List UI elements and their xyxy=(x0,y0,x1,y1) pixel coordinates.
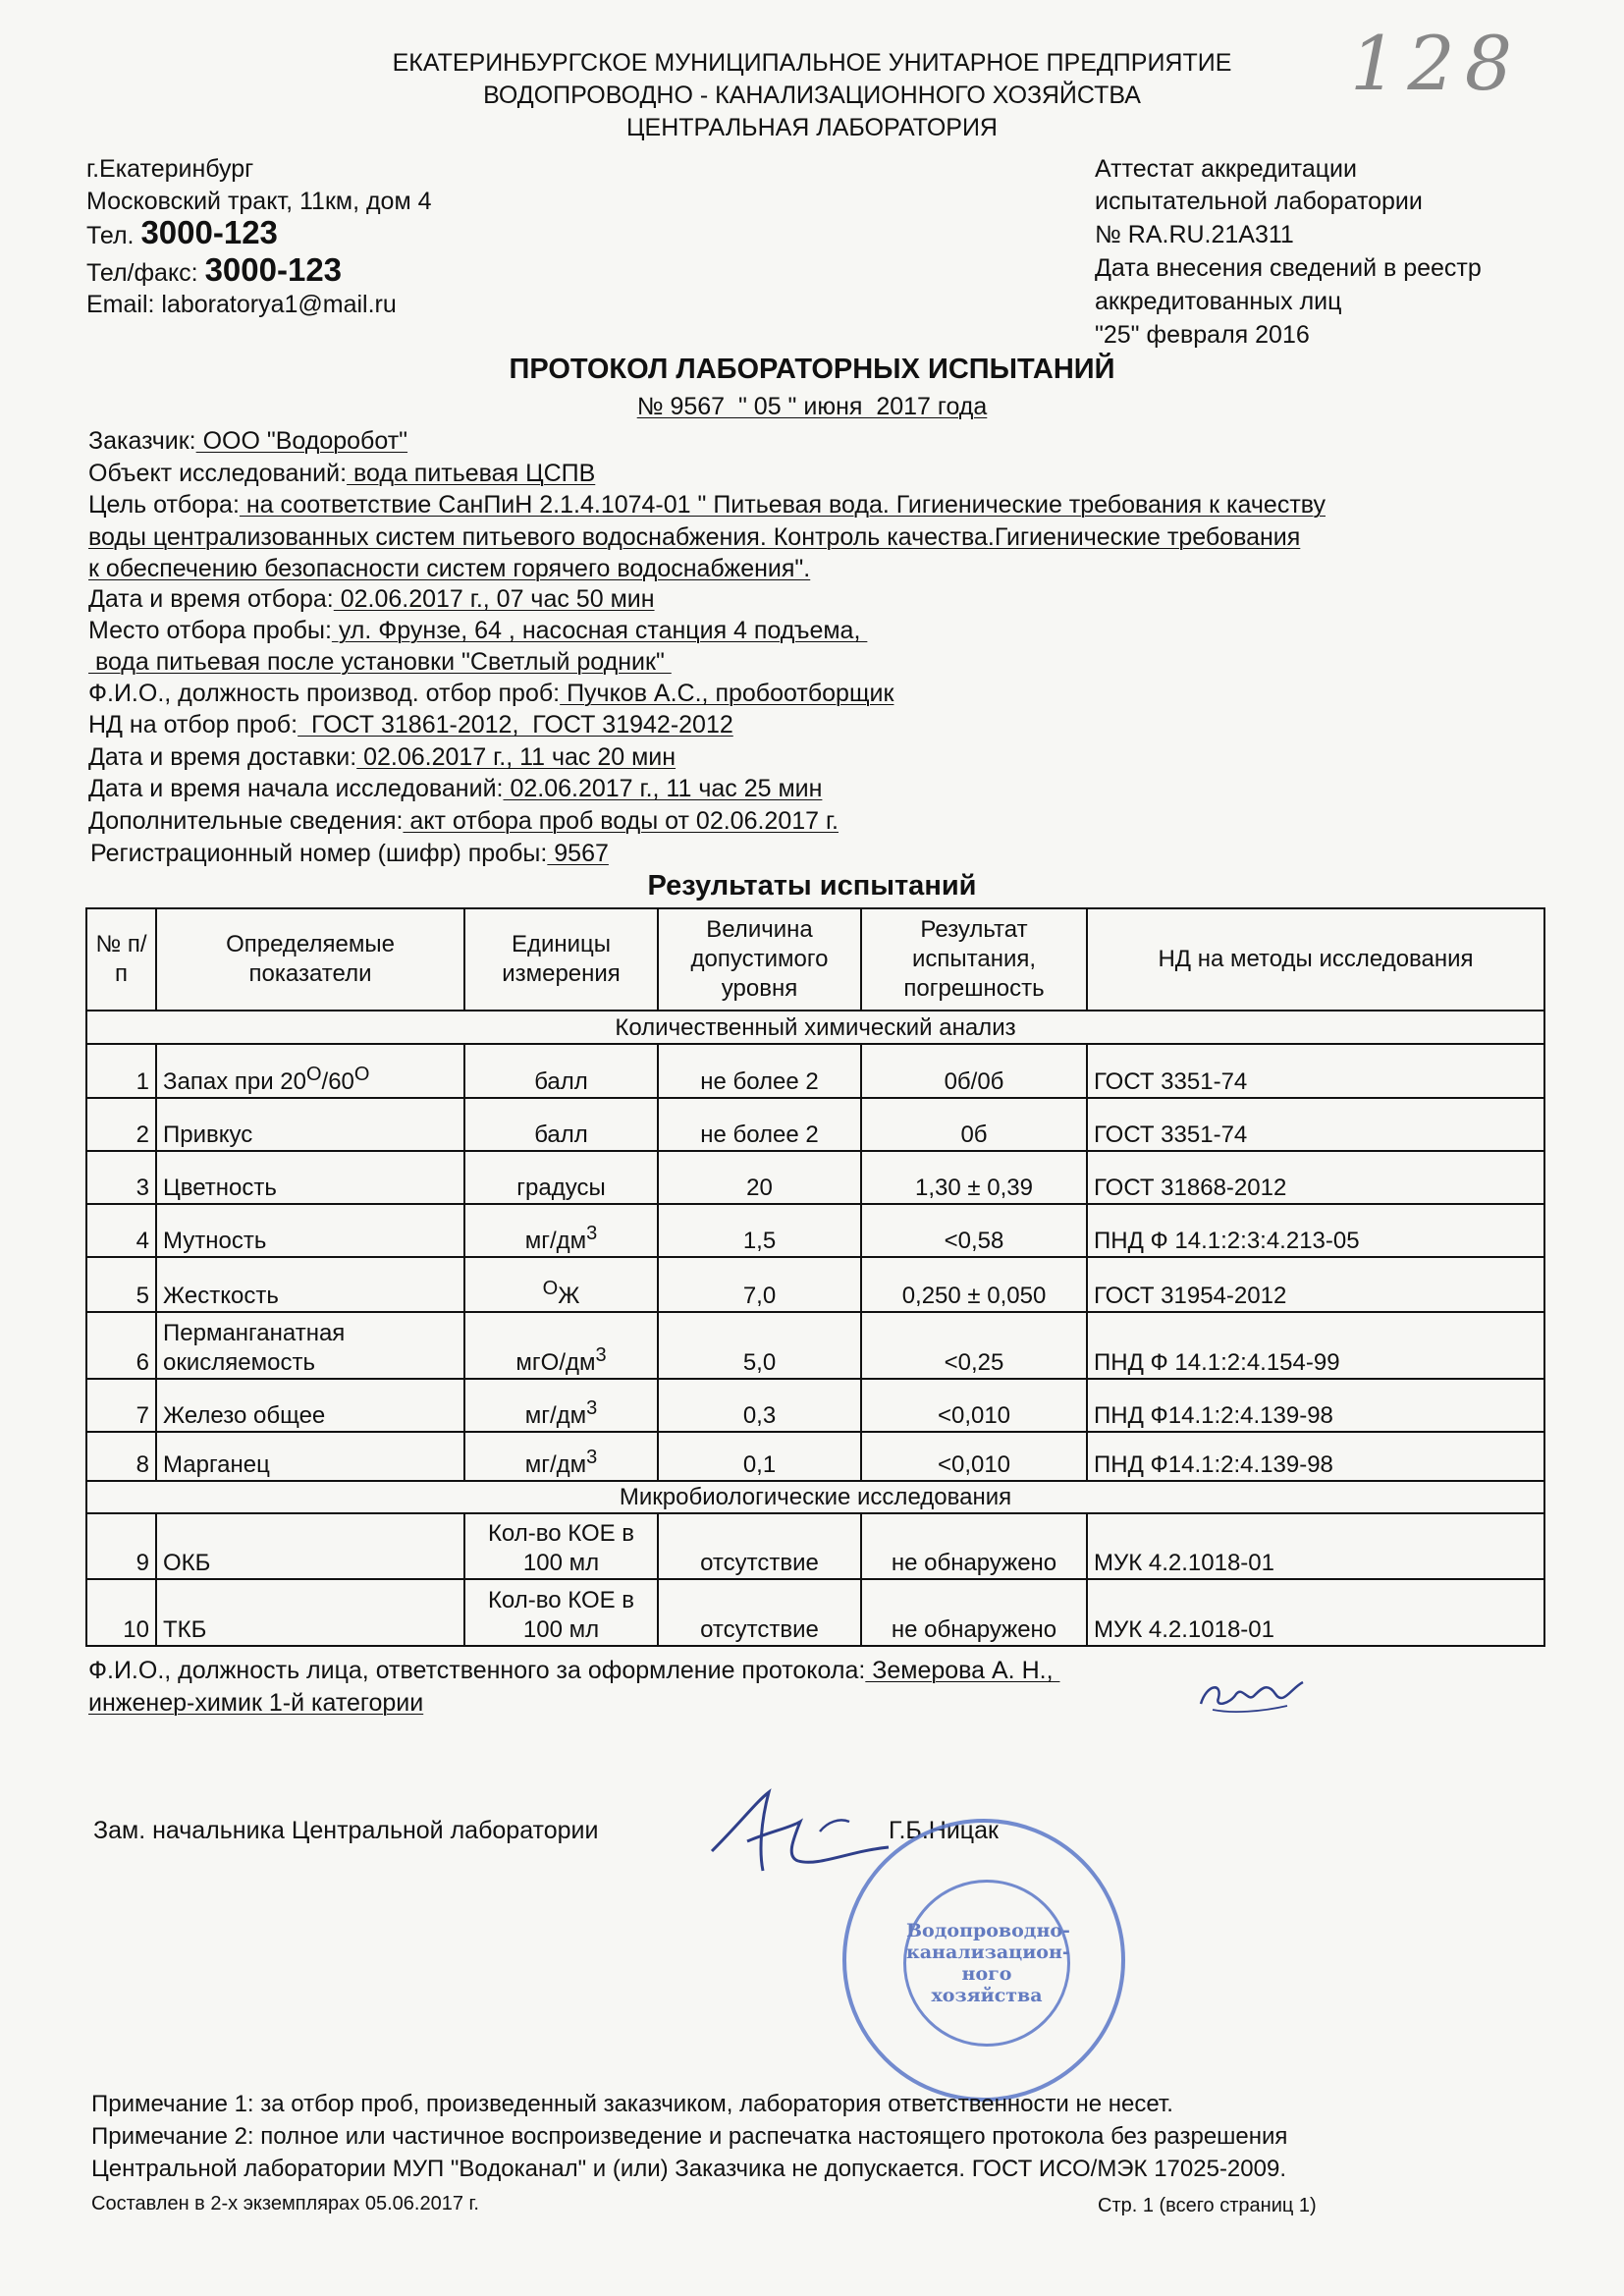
table-row xyxy=(86,1257,1544,1312)
sampling-place-value-1: ул. Фрунзе, 64 , насосная станция 4 подъема, xyxy=(331,617,868,644)
protocol-number: № 9567 " 05 " июня 2017 года xyxy=(636,393,988,420)
cell-result: 0б/0б xyxy=(861,1044,1087,1098)
org-title-line3: ЦЕНТРАЛЬНАЯ ЛАБОРАТОРИЯ xyxy=(626,114,998,141)
research-start-value: 02.06.2017 г., 11 час 25 мин xyxy=(503,775,823,802)
accreditation-date: "25" февраля 2016 xyxy=(1095,321,1310,349)
cell-limit: отсутствие xyxy=(658,1513,861,1579)
cell-limit: 20 xyxy=(658,1151,861,1204)
cell-unit: градусы xyxy=(464,1151,658,1204)
org-title-line1: ЕКАТЕРИНБУРГСКОЕ МУНИЦИПАЛЬНОЕ УНИТАРНОЕ ПРЕДПРИЯТИЕ xyxy=(392,49,1232,77)
cell-unit: $мг/дм^3$ xyxy=(464,1204,658,1257)
fax-number: 3000-123 xyxy=(204,251,343,288)
purpose-value-2: воды централизованных систем питьевого водоснабжения. Контроль качества.Гигиенические требования xyxy=(88,523,1301,551)
org-title-line2: ВОДОПРОВОДНО - КАНАЛИЗАЦИОННОГО ХОЗЯЙСТВА xyxy=(483,82,1141,109)
organization-stamp xyxy=(842,1819,1125,2102)
purpose-value-1: на соответствие СанПиН 2.1.4.1074-01 " Питьевая вода. Гигиенические требования к качеству xyxy=(239,491,1326,519)
table-row xyxy=(86,1098,1544,1151)
cell-parameter: ТКБ xyxy=(156,1579,464,1646)
sampler-line xyxy=(88,678,893,710)
section-row-chemistry xyxy=(86,1011,1544,1044)
registration-label: Регистрационный номер (шифр) пробы: xyxy=(90,840,548,867)
cell-number: 10 xyxy=(86,1579,156,1646)
registration-line xyxy=(90,838,609,870)
cell-result: 0б xyxy=(861,1098,1087,1151)
cell-limit: 5,0 xyxy=(658,1312,861,1379)
note-2-line2: Центральной лаборатории МУП "Водоканал" и (или) Заказчика не допускается. ГОСТ ИСО/МЭК 17025-2009. xyxy=(91,2156,1286,2182)
cell-unit: Кол-во КОЕ в 100 мл xyxy=(464,1579,658,1646)
cell-result: не обнаружено xyxy=(861,1579,1087,1646)
section-row-microbiology xyxy=(86,1481,1544,1513)
sampling-datetime-value: 02.06.2017 г., 07 час 50 мин xyxy=(333,585,655,613)
cell-number: 6 xyxy=(86,1312,156,1379)
cell-unit: Кол-во КОЕ в 100 мл xyxy=(464,1513,658,1579)
cell-result: 1,30 ± 0,39 xyxy=(861,1151,1087,1204)
note-2-line1: Примечание 2: полное или частичное воспроизведение и распечатка настоящего протокола без разрешения xyxy=(91,2123,1288,2150)
cell-parameter: Железо общее xyxy=(156,1379,464,1432)
stamp-inner-ring xyxy=(903,1880,1070,2047)
customer-value: ООО "Водоробот" xyxy=(195,427,408,455)
cell-number: 3 xyxy=(86,1151,156,1204)
cell-parameter: ОКБ xyxy=(156,1513,464,1579)
responsible-name: Земерова А. Н., xyxy=(865,1657,1060,1684)
cell-result: <0,010 xyxy=(861,1379,1087,1432)
stamp-inner-text: Водопроводно-канализацион-ного хозяйства xyxy=(906,1920,1070,2006)
approver-position: Зам. начальника Центральной лаборатории xyxy=(93,1817,599,1844)
table-row xyxy=(86,1513,1544,1579)
cell-limit: отсутствие xyxy=(658,1579,861,1646)
col-header-method: НД на методы исследования xyxy=(1087,908,1544,1011)
cell-unit: $^О$Ж xyxy=(464,1257,658,1312)
cell-number: 7 xyxy=(86,1379,156,1432)
table-row xyxy=(86,1579,1544,1646)
cell-number: 9 xyxy=(86,1513,156,1579)
handwritten-page-number: 128 xyxy=(1350,20,1523,107)
object-line xyxy=(88,458,595,490)
section-title-microbiology: Микробиологические исследования xyxy=(86,1481,1544,1513)
phone-number: 3000-123 xyxy=(140,214,278,250)
cell-method: ПНД Ф 14.1:2:4.154-99 xyxy=(1087,1312,1544,1379)
cell-method: ПНД Ф14.1:2:4.139-98 xyxy=(1087,1432,1544,1481)
note-1: Примечание 1: за отбор проб, произведенный заказчиком, лаборатория ответственности не несет. xyxy=(91,2091,1173,2117)
accreditation-line5: аккредитованных лиц xyxy=(1095,288,1342,315)
phone-line xyxy=(86,216,278,252)
extra-info-label: Дополнительные сведения: xyxy=(88,807,404,835)
research-start-line xyxy=(88,773,822,805)
table-row xyxy=(86,1044,1544,1098)
approver-name: Г.Б.Ницак xyxy=(889,1817,999,1844)
sampling-nd-label: НД на отбор проб: xyxy=(88,711,298,738)
approver-signature xyxy=(702,1782,898,1890)
cell-number: 5 xyxy=(86,1257,156,1312)
customer-label: Заказчик: xyxy=(88,427,196,455)
responsible-line xyxy=(88,1655,1059,1687)
cell-number: 2 xyxy=(86,1098,156,1151)
cell-limit: не более 2 xyxy=(658,1044,861,1098)
sampler-value: Пучков А.С., пробоотборщик xyxy=(560,680,894,707)
col-header-result: Результат испытания, погрешность xyxy=(861,908,1087,1011)
cell-method: МУК 4.2.1018-01 xyxy=(1087,1579,1544,1646)
cell-unit: балл xyxy=(464,1044,658,1098)
object-label: Объект исследований: xyxy=(88,460,348,487)
cell-limit: 0,1 xyxy=(658,1432,861,1481)
cell-parameter: Мутность xyxy=(156,1204,464,1257)
delivery-label: Дата и время доставки: xyxy=(88,743,357,771)
cell-result: <0,010 xyxy=(861,1432,1087,1481)
cell-limit: 7,0 xyxy=(658,1257,861,1312)
table-row xyxy=(86,1204,1544,1257)
accreditation-number: № RA.RU.21A311 xyxy=(1095,221,1294,248)
results-title: Результаты испытаний xyxy=(647,870,977,902)
table-row xyxy=(86,1312,1544,1379)
cell-limit: 1,5 xyxy=(658,1204,861,1257)
cell-method: ГОСТ 31868-2012 xyxy=(1087,1151,1544,1204)
table-row xyxy=(86,1379,1544,1432)
fax-line xyxy=(86,253,342,290)
cell-method: ГОСТ 31954-2012 xyxy=(1087,1257,1544,1312)
object-value: вода питьевая ЦСПВ xyxy=(347,460,596,487)
sampling-nd-line xyxy=(88,709,733,741)
table-row xyxy=(86,1151,1544,1204)
accreditation-line4: Дата внесения сведений в реестр xyxy=(1095,254,1482,282)
results-table xyxy=(85,907,1545,1647)
purpose-value-3: к обеспечению безопасности систем горячего водоснабжения". xyxy=(88,555,811,582)
sampling-place-line xyxy=(88,615,867,647)
purpose-label: Цель отбора: xyxy=(88,491,240,519)
cell-number: 8 xyxy=(86,1432,156,1481)
extra-info-line xyxy=(88,805,839,838)
col-header-unit: Единицы измерения xyxy=(464,908,658,1011)
delivery-value: 02.06.2017 г., 11 час 20 мин xyxy=(356,743,677,771)
cell-unit: $мг/дм^3$ xyxy=(464,1432,658,1481)
sampler-label: Ф.И.О., должность производ. отбор проб: xyxy=(88,680,561,707)
accreditation-line2: испытательной лаборатории xyxy=(1095,188,1423,215)
cell-result: <0,58 xyxy=(861,1204,1087,1257)
responsible-signature xyxy=(1193,1665,1321,1723)
cell-parameter: Жесткость xyxy=(156,1257,464,1312)
customer-line xyxy=(88,425,407,458)
section-title-chemistry: Количественный химический анализ xyxy=(86,1011,1544,1044)
cell-limit: не более 2 xyxy=(658,1098,861,1151)
cell-unit: мгО/$дм^3$ xyxy=(464,1312,658,1379)
city: г.Екатеринбург xyxy=(86,155,254,183)
cell-method: ГОСТ 3351-74 xyxy=(1087,1044,1544,1098)
cell-parameter: Перманганатная окисляемость xyxy=(156,1312,464,1379)
cell-number: 1 xyxy=(86,1044,156,1098)
page-counter: Стр. 1 (всего страниц 1) xyxy=(1098,2195,1317,2216)
fax-label: Тел/факс: xyxy=(86,259,198,287)
cell-parameter: Привкус xyxy=(156,1098,464,1151)
cell-method: ГОСТ 3351-74 xyxy=(1087,1098,1544,1151)
table-header-row xyxy=(86,908,1544,1011)
responsible-position: инженер-химик 1-й категории xyxy=(88,1689,424,1717)
registration-value: 9567 xyxy=(547,840,609,867)
cell-number: 4 xyxy=(86,1204,156,1257)
sampling-datetime-line xyxy=(88,583,655,616)
address: Московский тракт, 11км, дом 4 xyxy=(86,188,432,215)
purpose-line xyxy=(88,489,1326,521)
cell-method: ПНД Ф 14.1:2:3:4.213-05 xyxy=(1087,1204,1544,1257)
cell-limit: 0,3 xyxy=(658,1379,861,1432)
research-start-label: Дата и время начала исследований: xyxy=(88,775,504,802)
cell-method: ПНД Ф14.1:2:4.139-98 xyxy=(1087,1379,1544,1432)
cell-result: <0,25 xyxy=(861,1312,1087,1379)
extra-info-value: акт отбора проб воды от 02.06.2017 г. xyxy=(403,807,839,835)
cell-unit: балл xyxy=(464,1098,658,1151)
phone-label: Тел. xyxy=(86,222,135,249)
sampling-nd-value: ГОСТ 31861-2012, ГОСТ 31942-2012 xyxy=(298,711,733,738)
email: Email: laboratorya1@mail.ru xyxy=(86,291,397,318)
sampling-place-value-2: вода питьевая после установки "Светлый родник" xyxy=(88,648,672,676)
copies-note: Составлен в 2-х экземплярах 05.06.2017 г. xyxy=(91,2193,479,2214)
sampling-datetime-label: Дата и время отбора: xyxy=(88,585,334,613)
cell-result: 0,250 ± 0,050 xyxy=(861,1257,1087,1312)
col-header-parameter: Определяемые показатели xyxy=(156,908,464,1011)
col-header-limit: Величина допустимого уровня xyxy=(658,908,861,1011)
cell-parameter: Марганец xyxy=(156,1432,464,1481)
cell-result: не обнаружено xyxy=(861,1513,1087,1579)
delivery-line xyxy=(88,741,676,774)
protocol-title: ПРОТОКОЛ ЛАБОРАТОРНЫХ ИСПЫТАНИЙ xyxy=(509,354,1115,385)
cell-parameter: Запах при $20^О/60^О$ xyxy=(156,1044,464,1098)
accreditation-line1: Аттестат аккредитации xyxy=(1095,155,1357,183)
sampling-place-label: Место отбора пробы: xyxy=(88,617,332,644)
cell-method: МУК 4.2.1018-01 xyxy=(1087,1513,1544,1579)
table-row xyxy=(86,1432,1544,1481)
cell-unit: $мг/дм^3$ xyxy=(464,1379,658,1432)
responsible-label: Ф.И.О., должность лица, ответственного за оформление протокола: xyxy=(88,1657,866,1684)
cell-parameter: Цветность xyxy=(156,1151,464,1204)
col-header-number: № п/п xyxy=(86,908,156,1011)
